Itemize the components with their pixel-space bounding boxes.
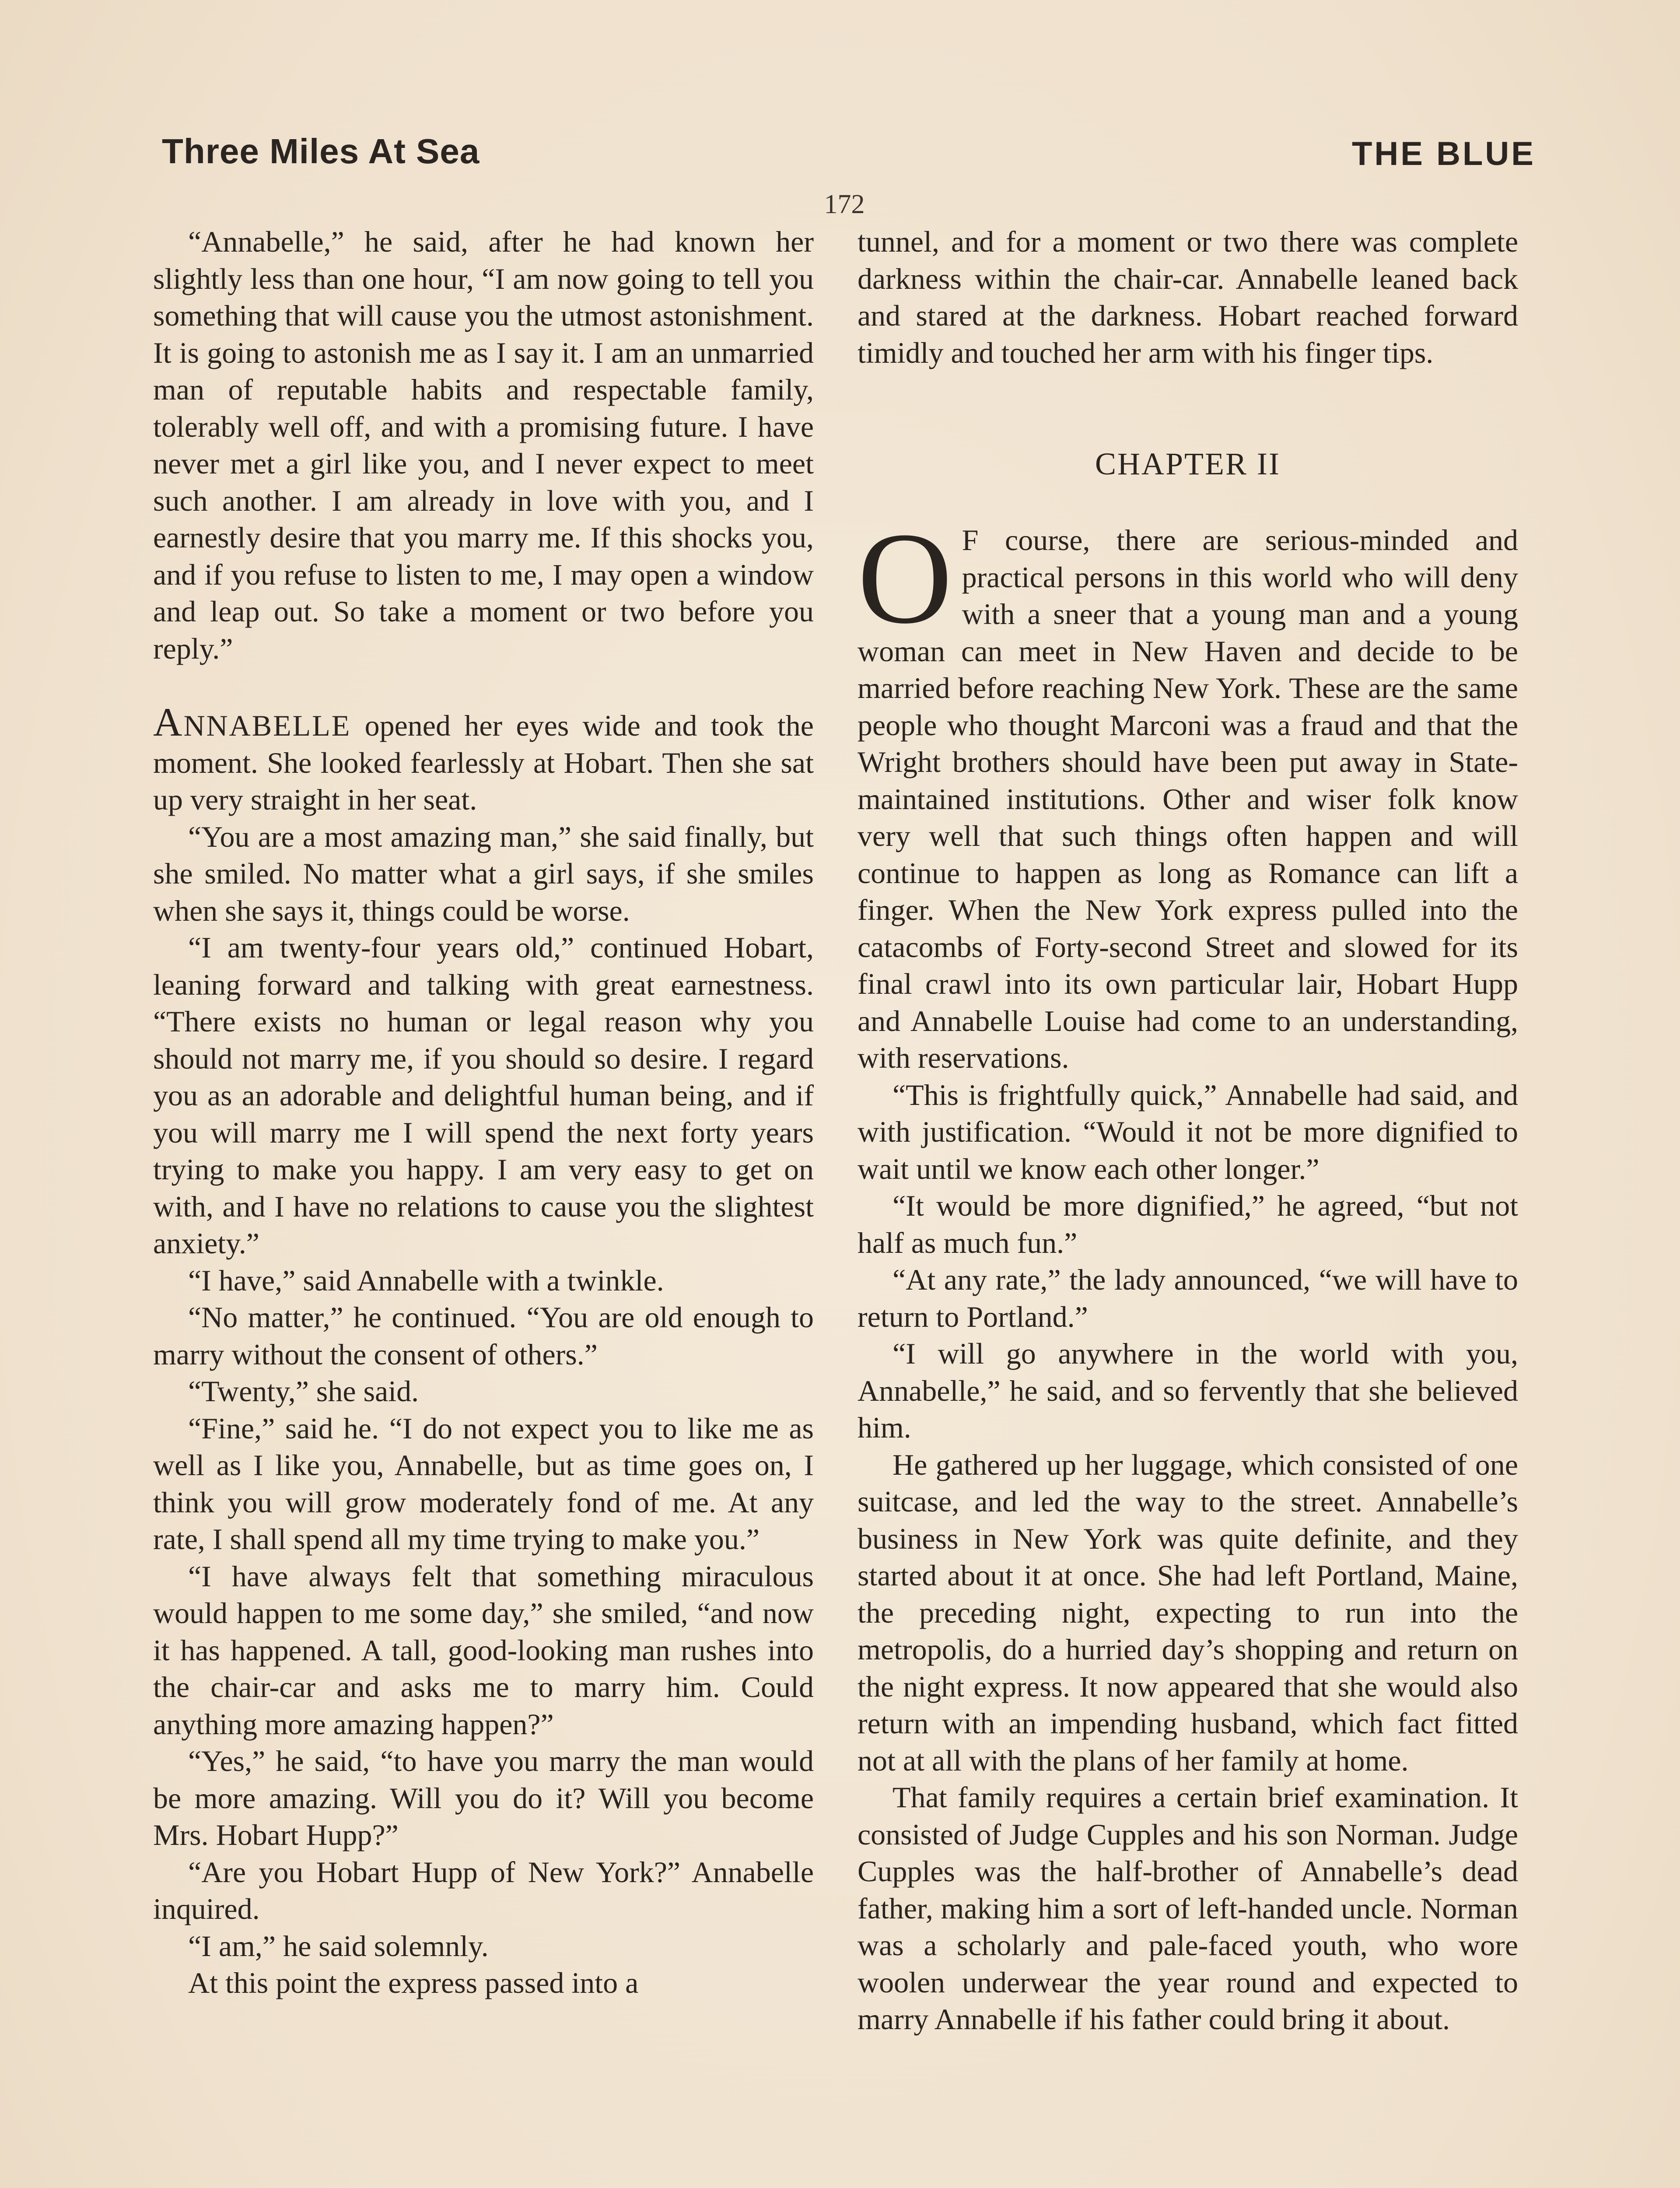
paragraph: “I have,” said Annabelle with a twinkle. [188,1263,664,1297]
paragraph: “At any rate,” the lady announced, “we will have to return to Portland.” [858,1263,1518,1333]
small-caps-initial: A [153,700,184,744]
paragraph: “I have always felt that something miraculous would happen to me some day,” she smiled, “and now it has happened. A tall, good-looking man rushes into the chair-car and asks me to marry him. Could anything more amazing happen?” [153,1559,814,1741]
small-caps-lead [153,700,351,744]
paragraph: That family requires a certain brief examination. It consisted of Judge Cupples and his son Norman. Judge Cupples was the half-brother of Annabelle’s dead father, making him a sort of left-handed uncle. Norman was a scholarly and pale-faced youth, who wore woolen underwear the year round and expected to marry Annabelle if his father could bring it about. [858,1781,1518,2036]
drop-cap: O [858,505,952,651]
paragraph: “It would be more dignified,” he agreed, “but not half as much fun.” [858,1189,1518,1259]
page-number: 172 [824,189,865,219]
paragraph: “I will go anywhere in the world with you, Annabelle,” he said, and so fervently that she believed him. [858,1337,1518,1444]
running-head [162,131,1536,184]
paragraph: “Annabelle,” he said, after he had known her slightly less than one hour, “I am now going to tell you something that will cause you the utmost astonishment. It is going to astonish me as I say it. I am an unmarried man of reputable habits and respectable family, tolerably well off, and with a promising future. I have never met a girl like you, and I never expect to meet such another. I am already in love with you, and I earnestly desire that you marry me. If this shocks you, and if you refuse to listen to me, I may open a window and leap out. So take a moment or two before you reply.” [153,225,814,665]
left-column [153,223,814,2002]
right-column [858,223,1518,2038]
paragraph-text: opened her eyes wide and took the moment. She looked fearlessly at Hobart. Then she sat up very straight in her seat. [153,709,814,816]
paragraph: At this point the express passed into a [188,1966,639,1999]
paragraph-text: F course, there are serious-minded and practical persons in this world who will deny with a sneer that a young man and a young woman can meet in New Haven and decide to be married before reaching New York. These are the same people who thought Marconi was a fraud and that the Wright brothers should have been put away in State-maintained institutions. Other and wiser folk know very well that such things often happen and will continue to happen as long as Romance can lift a finger. When the New York express pulled into the catacombs of Forty-second Street and slowed for its final crawl into its own particular lair, Hobart Hupp and Annabelle Louise had come to an understanding, with reservations. [858,523,1518,1074]
paragraph: “Fine,” said he. “I do not expect you to like me as well as I like you, Annabelle, but as time goes on, I think you will grow moderately fond of me. At any rate, I shall spend all my time trying to make you.” [153,1411,814,1556]
paragraph: “Twenty,” she said. [188,1375,419,1408]
paragraph: “Yes,” he said, “to have you marry the man would be more amazing. Will you do it? Will you become Mrs. Hobart Hupp?” [153,1744,814,1851]
magazine-name: THE BLUE [1352,135,1536,172]
paragraph: He gathered up her luggage, which consisted of one suitcase, and led the way to the street. Annabelle’s business in New York was quite definite, and they started about it at once. She had left Portland, Maine, the preceding night, expecting to run into the metropolis, do a hurried day’s shopping and return on the night express. It now appeared that she would also return with an impending husband, which fact fitted not at all with the plans of her family at home. [858,1448,1518,1777]
paragraph: “I am twenty-four years old,” continued Hobart, leaning forward and talking with great earnestness. “There exists no human or legal reason why you should not marry me, if you should so desire. I regard you as an adorable and delightful human being, and if you will marry me I will spend the next forty years trying to make you happy. I am very easy to get on with, and I have no relations to cause you the slightest anxiety.” [153,931,814,1260]
paragraph: “Are you Hobart Hupp of New York?” Annabelle inquired. [153,1855,814,1925]
small-caps-word: NNABELLE [183,709,351,742]
paragraph: “I am,” he said solemnly. [188,1929,489,1963]
paragraph: “This is frightfully quick,” Annabelle had said, and with justification. “Would it not be more dignified to wait until we know each other longer.” [858,1078,1518,1185]
paragraph: “You are a most amazing man,” she said finally, but she smiled. No matter what a girl says, if she smiles when she says it, things could be worse. [153,820,814,927]
paragraph [858,505,1518,1076]
paragraph [153,700,814,818]
chapter-heading: CHAPTER II [1095,446,1281,481]
paragraph: tunnel, and for a moment or two there was complete darkness within the chair-car. Annabelle leaned back and stared at the darkness. Hobart reached forward timidly and touched her arm with his finger tips. [858,225,1518,369]
paragraph: “No matter,” he continued. “You are old enough to marry without the consent of others.” [153,1301,814,1371]
story-title: Three Miles At Sea [162,132,480,171]
